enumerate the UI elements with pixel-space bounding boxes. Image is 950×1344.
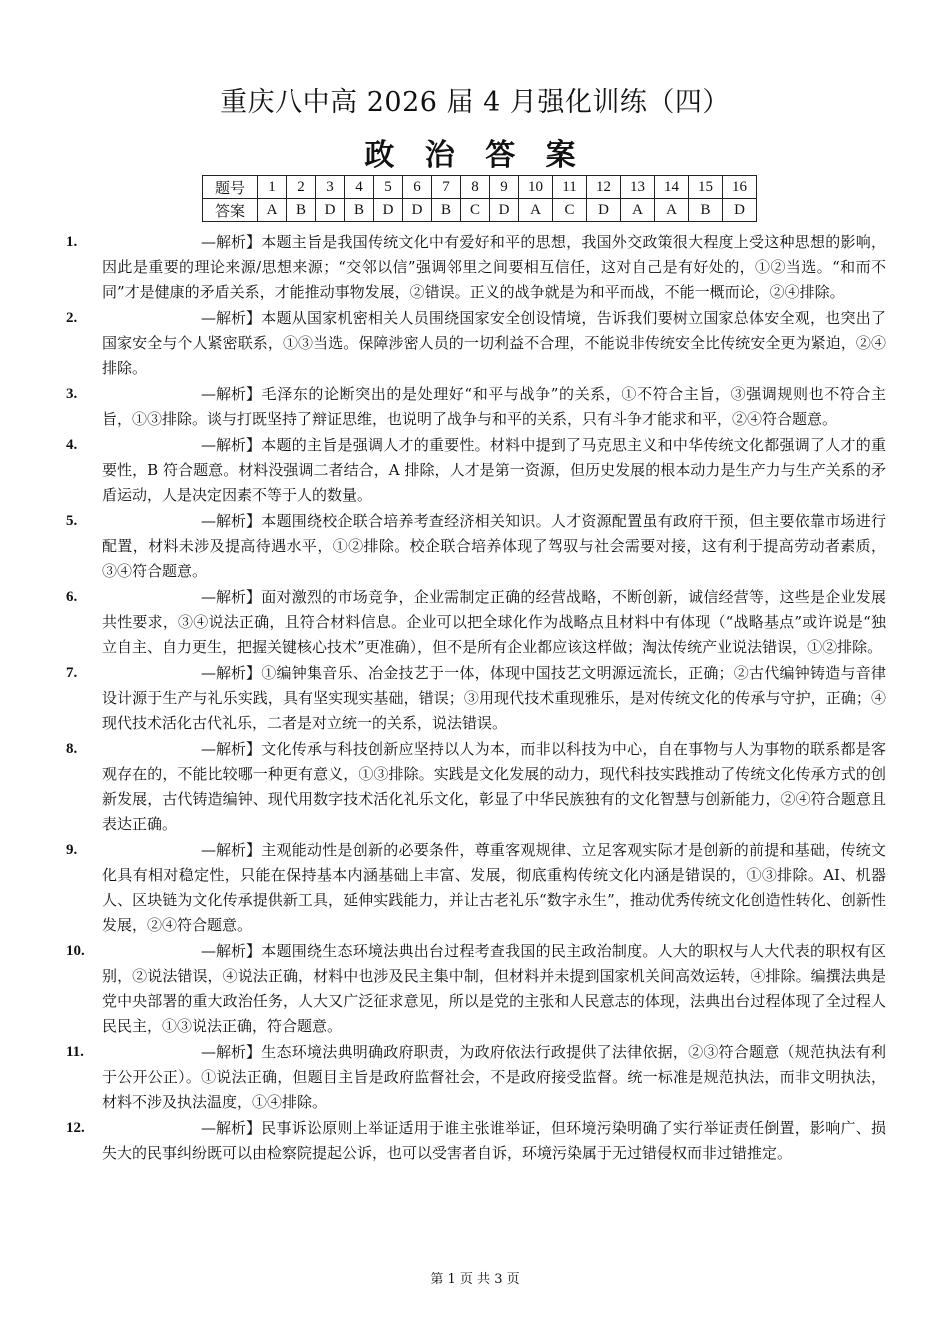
analysis-tag: —解析】 <box>201 233 262 251</box>
item-number: 10. <box>66 943 85 959</box>
table-cell: 6 <box>403 176 432 199</box>
table-cell: 14 <box>655 176 689 199</box>
document-title: 重庆八中高 2026 届 4 月强化训练（四） <box>220 87 730 118</box>
answer-table <box>202 175 757 222</box>
item-number: 7. <box>66 665 78 681</box>
item-number: 9. <box>66 842 78 858</box>
table-cell: C <box>553 199 587 222</box>
analysis-tag: —解析】 <box>201 309 262 327</box>
table-cell: D <box>316 199 345 222</box>
explanation-list <box>66 230 886 1167</box>
table-cell: 16 <box>723 176 757 199</box>
analysis-tag: —解析】 <box>201 942 262 960</box>
table-cell: D <box>587 199 621 222</box>
table-cell: A <box>519 199 553 222</box>
table-cell: 11 <box>553 176 587 199</box>
explanation-text: 民事诉讼原则上举证适用于谁主张谁举证，但环境污染明确了实行举证责任倒置，影响广、损失大的民事纠纷既可以由检察院提起公诉，也可以受害者自诉，环境污染属于无过错侵权而非过错推定。 <box>102 1119 886 1162</box>
explanation-text: 毛泽东的论断突出的是处理好“和平与战争”的关系，①不符合主旨，③强调规则也不符合主旨，①③排除。谈与打既坚持了辩证思维，也说明了战争与和平的关系，只有斗争才能求和平，②④符合题意。 <box>102 385 886 428</box>
table-cell: 4 <box>345 176 374 199</box>
table-cell: A <box>258 199 287 222</box>
explanation-item <box>66 661 886 736</box>
analysis-tag: —解析】 <box>201 436 262 454</box>
explanation-text: 本题围绕生态环境法典出台过程考查我国的民主政治制度。人大的职权与人大代表的职权有区别，②说法错误，④说法正确，材料中也涉及民主集中制，但材料并未提到国家机关间高效运转，④排除。编撰法典是党中央部署的重大政治任务，人大又广泛征求意见，所以是党的主张和人民意志的体现，法典出台过程体现了全过程人民民主，①③说法正确，符合题意。 <box>102 942 886 1035</box>
table-cell: 1 <box>258 176 287 199</box>
table-cell: 8 <box>461 176 490 199</box>
answer-row <box>203 199 757 222</box>
analysis-tag: —解析】 <box>201 664 262 682</box>
analysis-tag: —解析】 <box>201 385 262 403</box>
table-cell: 15 <box>689 176 723 199</box>
explanation-text: 生态环境法典明确政府职责，为政府依法行政提供了法律依据，②③符合题意（规范执法有利于公开公正）。①说法正确，但题目主旨是政府监督社会，不是政府接受监督。统一标准是规范执法，而非文明执法，材料不涉及执法温度，①④排除。 <box>102 1043 886 1111</box>
table-cell: B <box>432 199 461 222</box>
explanation-item <box>66 230 886 305</box>
table-cell: 7 <box>432 176 461 199</box>
table-cell: 10 <box>519 176 553 199</box>
table-cell: D <box>403 199 432 222</box>
table-cell: B <box>689 199 723 222</box>
item-number: 11. <box>66 1044 84 1060</box>
table-cell: 2 <box>287 176 316 199</box>
explanation-text: 本题从国家机密相关人员围绕国家安全创设情境，告诉我们要树立国家总体安全观，也突出了国家安全与个人紧密联系，①③当选。保障涉密人员的一切利益不合理，不能说非传统安全比传统安全更为紧迫，②④排除。 <box>102 309 886 377</box>
table-cell: D <box>374 199 403 222</box>
table-cell: 13 <box>621 176 655 199</box>
page-footer: 第 1 页 共 3 页 <box>430 1272 520 1287</box>
table-cell: B <box>287 199 316 222</box>
table-cell: 9 <box>490 176 519 199</box>
table-cell: D <box>723 199 757 222</box>
explanation-item <box>66 306 886 381</box>
analysis-tag: —解析】 <box>201 588 262 606</box>
explanation-text: 本题的主旨是强调人才的重要性。材料中提到了马克思主义和中华传统文化都强调了人才的重要性，B 符合题意。材料没强调二者结合，A 排除，人才是第一资源，但历史发展的根本动力是生产力与生产关系的矛盾运动，人是决定因素不等于人的数量。 <box>102 436 886 504</box>
row-label: 题号 <box>203 176 258 199</box>
item-number: 1. <box>66 234 78 250</box>
table-cell: 3 <box>316 176 345 199</box>
item-number: 5. <box>66 513 78 529</box>
explanation-text: 本题围绕校企联合培养考查经济相关知识。人才资源配置虽有政府干预，但主要依靠市场进行配置，材料未涉及提高待遇水平，①②排除。校企联合培养体现了驾驭与社会需要对接，这有利于提高劳动者素质，③④符合题意。 <box>102 512 886 580</box>
explanation-item <box>66 509 886 584</box>
explanation-item <box>66 382 886 432</box>
explanation-text: 面对激烈的市场竞争，企业需制定正确的经营战略，不断创新，诚信经营等，这些是企业发展共性要求，③④说法正确，且符合材料信息。企业可以把全球化作为战略点且材料中有体现（“战略基点”或许说是“独立自主、自力更生，把握关键核心技术”更准确），但不是所有企业都应该这样做；淘汰传统产业说法错误，①②排除。 <box>102 588 886 656</box>
item-number: 6. <box>66 589 78 605</box>
item-number: 12. <box>66 1120 85 1136</box>
table-cell: D <box>490 199 519 222</box>
table-cell: A <box>621 199 655 222</box>
item-number: 3. <box>66 386 78 402</box>
table-cell: A <box>655 199 689 222</box>
table-cell: 12 <box>587 176 621 199</box>
analysis-tag: —解析】 <box>201 1043 262 1061</box>
table-cell: C <box>461 199 490 222</box>
explanation-item <box>66 939 886 1039</box>
explanation-text: 主观能动性是创新的必要条件，尊重客观规律、立足客观实际才是创新的前提和基础，传统文化具有相对稳定性，只能在保持基本内涵基础上丰富、发展，彻底重构传统文化内涵是错误的，①③排除。AI、机器人、区块链为文化传承提供新工具，延伸实践能力，并让古老礼乐“数字永生”，推动优秀传统文化创造性转化、创新性发展，②④符合题意。 <box>102 841 886 934</box>
analysis-tag: —解析】 <box>201 1119 262 1137</box>
item-number: 4. <box>66 437 78 453</box>
analysis-tag: —解析】 <box>201 740 262 758</box>
explanation-item <box>66 585 886 660</box>
explanation-text: 本题主旨是我国传统文化中有爱好和平的思想，我国外交政策很大程度上受这种思想的影响，因此是重要的理论来源/思想来源；“交邻以信”强调邻里之间要相互信任，这对自己是有好处的，①②当选。“和而不同”才是健康的矛盾关系，才能推动事物发展，②错误。正义的战争就是为和平而战，不能一概而论，②④排除。 <box>102 233 886 301</box>
question-number-row <box>203 176 757 199</box>
explanation-item <box>66 838 886 938</box>
table-cell: 5 <box>374 176 403 199</box>
item-number: 8. <box>66 741 78 757</box>
explanation-item <box>66 737 886 837</box>
explanation-text: ①编钟集音乐、冶金技艺于一体，体现中国技艺文明源远流长，正确；②古代编钟铸造与音律设计源于生产与礼乐实践，具有坚实现实基础，错误；③用现代技术重现雅乐，是对传统文化的传承与守护，正确；④现代技术活化古代礼乐，二者是对立统一的关系，说法错误。 <box>102 664 886 732</box>
row-label: 答案 <box>203 199 258 222</box>
item-number: 2. <box>66 310 78 326</box>
explanation-item <box>66 433 886 508</box>
explanation-item <box>66 1040 886 1115</box>
analysis-tag: —解析】 <box>201 512 262 530</box>
table-cell: B <box>345 199 374 222</box>
document-subtitle: 政 治 答 案 <box>364 138 586 173</box>
analysis-tag: —解析】 <box>201 841 262 859</box>
explanation-text: 文化传承与科技创新应坚持以人为本，而非以科技为中心，自在事物与人为事物的联系都是客观存在的，不能比较哪一种更有意义，①③排除。实践是文化发展的动力，现代科技实践推动了传统文化传承方式的创新发展，古代铸造编钟、现代用数字技术活化礼乐文化，彰显了中华民族独有的文化智慧与创新能力，②④符合题意且表达正确。 <box>102 740 886 833</box>
explanation-item <box>66 1116 886 1166</box>
